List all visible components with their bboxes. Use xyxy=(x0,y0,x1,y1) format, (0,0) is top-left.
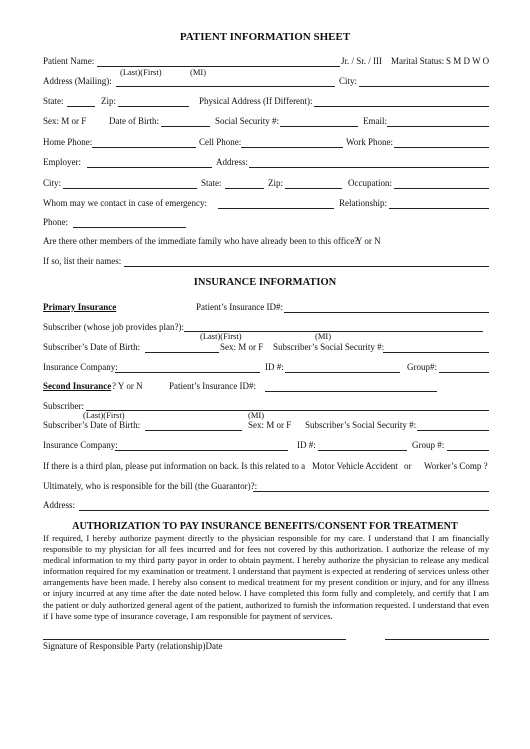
primary-patient-id-label: Patient’s Insurance ID#: xyxy=(196,302,283,312)
employer-state-label: State: xyxy=(201,178,222,188)
guarantor-field[interactable] xyxy=(253,491,489,492)
work-phone-field[interactable] xyxy=(394,147,489,148)
ssn-label: Social Security #: xyxy=(215,116,279,126)
second-group-field[interactable] xyxy=(447,450,489,451)
emergency-phone-field[interactable] xyxy=(73,227,186,228)
second-subscriber-field[interactable] xyxy=(86,410,489,411)
second-last-first-caption: (Last)(First) xyxy=(83,410,125,420)
date-field[interactable] xyxy=(385,639,489,640)
family-question: Are there other members of the immediate family who have already been to this office? xyxy=(43,236,359,246)
occupation-field[interactable] xyxy=(394,188,489,189)
employer-address-field[interactable] xyxy=(249,167,489,168)
address-mailing-field[interactable] xyxy=(116,86,335,87)
relationship-label: Relationship: xyxy=(339,198,387,208)
second-patient-id-label: Patient’s Insurance ID#: xyxy=(169,381,256,391)
primary-group-label: Group#: xyxy=(407,362,437,372)
family-names-label: If so, list their names: xyxy=(43,256,122,266)
state-label: State: xyxy=(43,96,64,106)
emergency-contact-label: Whom may we contact in case of emergency: xyxy=(43,198,208,208)
primary-group-field[interactable] xyxy=(439,372,489,373)
employer-zip-label: Zip: xyxy=(268,178,283,188)
sex-options[interactable]: Sex: M or F xyxy=(43,116,87,126)
zip-field[interactable] xyxy=(118,106,189,107)
dob-label: Date of Birth: xyxy=(109,116,159,126)
marital-status-label: Marital Status: xyxy=(391,56,445,66)
home-phone-label: Home Phone: xyxy=(43,137,93,147)
guarantor-address-label: Address: xyxy=(43,500,75,510)
employer-zip-field[interactable] xyxy=(285,188,342,189)
city-label: City: xyxy=(339,76,358,86)
primary-insurance-label: Primary Insurance xyxy=(43,302,117,312)
guarantor-address-field[interactable] xyxy=(79,510,489,511)
primary-id-label: ID #: xyxy=(265,362,284,372)
mi-caption: (MI) xyxy=(190,67,207,77)
employer-city-field[interactable] xyxy=(63,188,197,189)
second-company-label: Insurance Company: xyxy=(43,440,118,450)
authorization-text: If required, I hereby authorize payment directly to the physician responsible for my care. I understand that I am financially responsible to my physician for all fees incurred and for fees not covered by this authorization. I authorize the release of my medical information to my third party payor in order to obtain payment. I hereby authorize the physician to release any medical information required for my examination or treatment. I understand that payment is expected at rendering of services unless other arrangements have been made. I hereby also consent to medical treatment for my present condition or injury, and for any illness or injury incurred at any time after the date noted below. I have completed this form fully and completely, and certify that I am the patient or duly authorized general agent of the patient, authorized to furnish the information requested. I understand that even if I have some type of insurance coverage, I am responsible for payment of services. xyxy=(43,533,489,621)
second-subscriber-ssn-field[interactable] xyxy=(417,430,489,431)
second-mi-caption: (MI) xyxy=(248,410,265,420)
work-phone-label: Work Phone: xyxy=(346,137,394,147)
emergency-contact-field[interactable] xyxy=(218,208,334,209)
primary-subscriber-sex-options[interactable]: Sex: M or F xyxy=(220,342,264,352)
cell-phone-field[interactable] xyxy=(241,147,343,148)
last-first-caption: (Last)(First) xyxy=(120,67,162,77)
second-id-field[interactable] xyxy=(318,450,407,451)
suffix-options[interactable]: Jr. / Sr. / III xyxy=(341,56,383,66)
employer-state-field[interactable] xyxy=(225,188,264,189)
second-id-label: ID #: xyxy=(297,440,316,450)
second-subscriber-dob-field[interactable] xyxy=(145,430,242,431)
third-plan-note: If there is a third plan, please put information on back. Is this related to a xyxy=(43,461,306,471)
signature-label: Signature of Responsible Party (relationship)Date xyxy=(43,641,223,651)
cell-phone-label: Cell Phone: xyxy=(199,137,242,147)
ssn-field[interactable] xyxy=(280,126,358,127)
second-company-field[interactable] xyxy=(115,450,288,451)
employer-address-label: Address: xyxy=(216,157,248,167)
second-subscriber-sex-options[interactable]: Sex: M or F xyxy=(248,420,292,430)
employer-field[interactable] xyxy=(87,167,212,168)
insurance-heading: INSURANCE INFORMATION xyxy=(193,277,337,288)
primary-mi-caption: (MI) xyxy=(315,331,332,341)
primary-subscriber-ssn-label: Subscriber’s Social Security #: xyxy=(273,342,385,352)
primary-patient-id-field[interactable] xyxy=(284,312,489,313)
second-insurance-label: Second Insurance xyxy=(43,381,112,391)
primary-subscriber-dob-label: Subscriber’s Date of Birth: xyxy=(43,342,141,352)
second-group-label: Group #: xyxy=(412,440,445,450)
second-patient-id-field[interactable] xyxy=(265,391,437,392)
city-field[interactable] xyxy=(359,86,489,87)
email-field[interactable] xyxy=(387,126,489,127)
workers-comp-option[interactable]: Worker’s Comp ? xyxy=(424,461,488,471)
guarantor-label: Ultimately, who is responsible for the bill (the Guarantor)?: xyxy=(43,481,258,491)
relationship-field[interactable] xyxy=(389,208,489,209)
marital-status-options[interactable]: S M D W O xyxy=(446,56,490,66)
authorization-heading: AUTHORIZATION TO PAY INSURANCE BENEFITS/CONSENT FOR TREATMENT xyxy=(72,521,458,532)
second-subscriber-ssn-label: Subscriber’s Social Security #: xyxy=(305,420,417,430)
emergency-phone-label: Phone: xyxy=(43,217,69,227)
address-mailing-label: Address (Mailing): xyxy=(43,76,112,86)
primary-last-first-caption: (Last)(First) xyxy=(200,331,242,341)
dob-field[interactable] xyxy=(161,126,210,127)
primary-company-field[interactable] xyxy=(115,372,260,373)
email-label: Email: xyxy=(363,116,387,126)
primary-subscriber-dob-field[interactable] xyxy=(145,352,219,353)
home-phone-field[interactable] xyxy=(92,147,196,148)
motor-vehicle-accident-option[interactable]: Motor Vehicle Accident xyxy=(312,461,398,471)
subscriber-question: Subscriber (whose job provides plan?): xyxy=(43,322,184,332)
physical-address-label: Physical Address (If Different): xyxy=(199,96,313,106)
or-text: or xyxy=(404,461,412,471)
second-insurance-yes-no[interactable]: ? Y or N xyxy=(112,381,143,391)
state-field[interactable] xyxy=(67,106,95,107)
second-subscriber-dob-label: Subscriber’s Date of Birth: xyxy=(43,420,141,430)
primary-id-field[interactable] xyxy=(285,372,400,373)
physical-address-field[interactable] xyxy=(314,106,489,107)
employer-city-label: City: xyxy=(43,178,62,188)
family-yes-no[interactable]: Y or N xyxy=(356,236,381,246)
second-subscriber-label: Subscriber: xyxy=(43,401,84,411)
primary-company-label: Insurance Company: xyxy=(43,362,118,372)
signature-field[interactable] xyxy=(43,639,346,640)
page-title: PATIENT INFORMATION SHEET xyxy=(179,31,351,43)
family-names-field[interactable] xyxy=(124,266,489,267)
patient-name-label: Patient Name: xyxy=(43,56,95,66)
employer-label: Employer: xyxy=(43,157,81,167)
zip-label: Zip: xyxy=(101,96,116,106)
occupation-label: Occupation: xyxy=(348,178,392,188)
primary-subscriber-ssn-field[interactable] xyxy=(383,352,489,353)
